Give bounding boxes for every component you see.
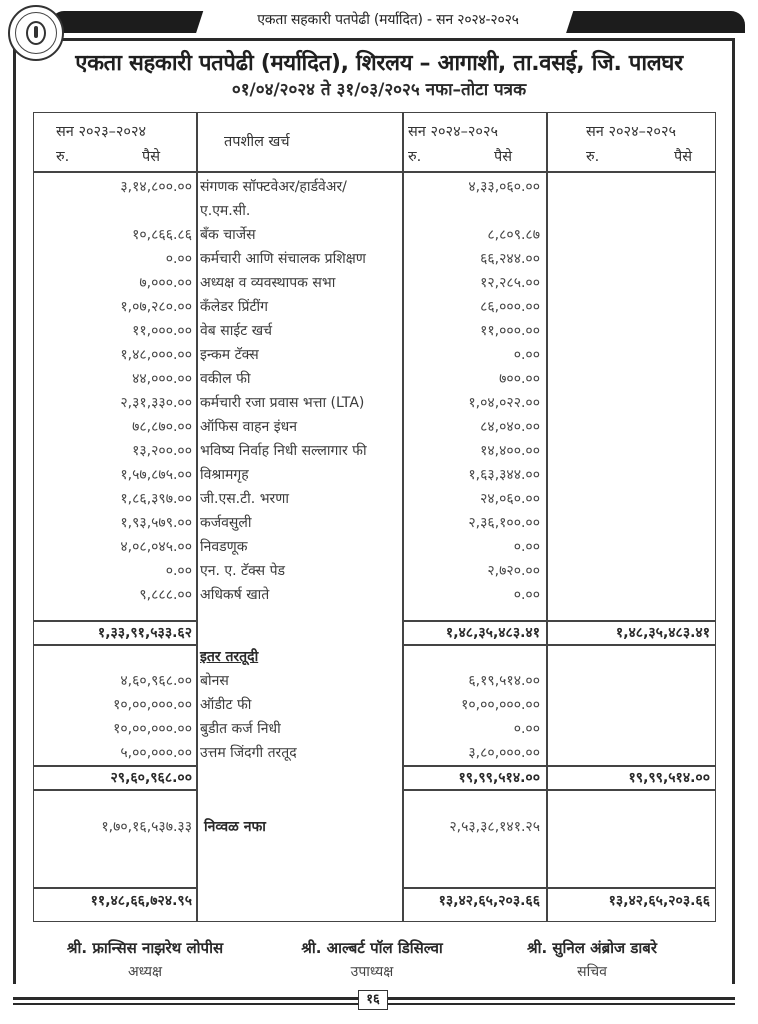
expense-description: विश्रामगृह xyxy=(200,467,249,483)
amount-current-year: १४,४००.०० xyxy=(480,443,540,459)
expense-description: एन. ए. टॅक्स पेड xyxy=(200,563,286,579)
amount-current-year: ६,१९,५१४.०० xyxy=(468,673,540,689)
expense-description: कर्मचारी आणि संचालक प्रशिक्षण xyxy=(200,251,366,267)
signatory-secretary xyxy=(492,938,692,981)
document-subtitle: ०१/०४/२०२४ ते ३१/०३/२०२५ नफा–तोटा पत्रक xyxy=(231,80,527,100)
signatory-role: उपाध्यक्ष xyxy=(350,964,394,980)
amount-current-year: ७००.०० xyxy=(499,371,540,387)
table-row xyxy=(34,559,714,583)
provisions-total-row xyxy=(34,766,714,790)
amount-current-year: १,६३,३४४.०० xyxy=(468,467,540,483)
amount-prev-year: १०,००,०००.०० xyxy=(113,697,192,713)
expense-description: कँलेडर प्रिंटींग xyxy=(200,299,269,315)
amount-prev-year: ३,१४,८००.०० xyxy=(120,179,192,195)
expense-description: उत्तम जिंदगी तरतूद xyxy=(200,745,297,761)
net-profit-cur: २,५३,३८,१४१.२५ xyxy=(449,819,540,835)
header-total-paise: पैसे xyxy=(674,149,693,165)
amount-current-year: २,७२०.०० xyxy=(487,563,540,579)
net-profit-prev: १,७०,१६,५३७.३३ xyxy=(101,819,192,835)
expense-description: बुडीत कर्ज निधी xyxy=(200,721,281,737)
amount-prev-year: ७८,८७०.०० xyxy=(132,419,192,435)
table-row xyxy=(34,247,714,271)
amount-prev-year: ५,००,०००.०० xyxy=(120,745,192,761)
table-row xyxy=(34,463,714,487)
amount-prev-year: ७,०००.०० xyxy=(139,275,192,291)
amount-current-year: ११,०००.०० xyxy=(480,323,540,339)
amount-prev-year: ४,०८,०४५.०० xyxy=(120,539,192,555)
table-row xyxy=(34,583,714,607)
table-row xyxy=(34,741,714,765)
amount-current-year: ४,३३,०६०.०० xyxy=(468,179,540,195)
table-row xyxy=(34,319,714,343)
signatory-role: अध्यक्ष xyxy=(127,964,163,980)
expense-description: अध्यक्ष व व्यवस्थापक सभा xyxy=(200,275,336,291)
expense-description: कर्जवसुली xyxy=(200,515,252,531)
signatory-president xyxy=(40,938,250,981)
table-row xyxy=(34,175,714,199)
expense-description: ऑफिस वाहन इंधन xyxy=(200,419,297,435)
header-divider xyxy=(34,171,715,173)
expense-description: ए.एम.सी. xyxy=(200,203,251,219)
seal-emblem xyxy=(26,21,46,45)
header-total-rupees: रु. xyxy=(586,149,600,165)
grand-total-total: १३,४२,६५,२०३.६६ xyxy=(608,893,710,909)
amount-prev-year: १,८६,३९७.०० xyxy=(120,491,192,507)
table-row xyxy=(34,535,714,559)
page-number: १६ xyxy=(358,990,388,1010)
table-row xyxy=(34,295,714,319)
header-banner-text: एकता सहकारी पतपेढी (मर्यादित) - सन २०२४-२०२५ xyxy=(257,12,519,28)
amount-current-year: १२,२८५.०० xyxy=(480,275,540,291)
header-prev-year: सन २०२३–२०२४ xyxy=(56,124,147,140)
amount-prev-year: १,४८,०००.०० xyxy=(120,347,192,363)
table-row xyxy=(34,487,714,511)
amount-prev-year: ४४,०००.०० xyxy=(132,371,192,387)
expenses-total-total: १,४८,३५,४८३.४१ xyxy=(615,625,710,641)
header-total-year: सन २०२४–२०२५ xyxy=(586,124,677,140)
amount-prev-year: १,०७,२८०.०० xyxy=(120,299,192,315)
expense-description: संगणक सॉफ्टवेअर/हार्डवेअर/ xyxy=(200,179,347,195)
amount-current-year: २,३६,१००.०० xyxy=(468,515,540,531)
table-row xyxy=(34,391,714,415)
table-row xyxy=(34,511,714,535)
provisions-total-cur: १९,९९,५१४.०० xyxy=(458,770,540,786)
expense-description: बँक चार्जेस xyxy=(200,227,256,243)
table-row xyxy=(34,439,714,463)
table-row xyxy=(34,415,714,439)
table-row xyxy=(34,367,714,391)
table-row xyxy=(34,717,714,741)
provisions-heading-row xyxy=(34,645,714,669)
provisions-total-prev: २९,६०,९६८.०० xyxy=(110,770,192,786)
amount-prev-year: १०,००,०००.०० xyxy=(113,721,192,737)
amount-prev-year: ०.०० xyxy=(165,251,192,267)
signatory-role: सचिव xyxy=(577,964,607,980)
amount-prev-year: १,५७,८७५.०० xyxy=(120,467,192,483)
table-row xyxy=(34,343,714,367)
expenses-total-prev: १,३३,९१,५३३.६२ xyxy=(97,625,192,641)
header-cur-rupees: रु. xyxy=(408,149,422,165)
net-profit-label: निव्वळ नफा xyxy=(204,819,266,835)
expense-description: ऑडीट फी xyxy=(200,697,252,713)
amount-current-year: ०.०० xyxy=(513,347,540,363)
table-row xyxy=(34,199,714,223)
amount-prev-year: ४,६०,९६८.०० xyxy=(120,673,192,689)
amount-current-year: २४,०६०.०० xyxy=(480,491,540,507)
amount-current-year: ८४,०४०.०० xyxy=(480,419,540,435)
expense-description: भविष्य निर्वाह निधी सल्लागार फी xyxy=(200,443,367,459)
document-title: एकता सहकारी पतपेढी (मर्यादित), शिरलय – आगाशी, ता.वसई, जि. पालघर xyxy=(75,51,683,76)
header-prev-rupees: रु. xyxy=(56,149,70,165)
provisions-total-total: १९,९९,५१४.०० xyxy=(628,770,710,786)
amount-prev-year: २,३१,३३०.०० xyxy=(120,395,192,411)
grand-total-cur: १३,४२,६५,२०३.६६ xyxy=(438,893,540,909)
amount-prev-year: ११,०००.०० xyxy=(132,323,192,339)
signatory-vice-president xyxy=(272,938,472,981)
expense-description: अधिकर्ष खाते xyxy=(200,587,270,603)
expense-description: निवडणूक xyxy=(200,539,248,555)
table-row xyxy=(34,693,714,717)
amount-current-year: ०.०० xyxy=(513,721,540,737)
amount-current-year: ३,८०,०००.०० xyxy=(468,745,540,761)
grand-total-prev: ११,४८,६६,७२४.९५ xyxy=(90,893,192,909)
amount-current-year: ०.०० xyxy=(513,539,540,555)
grand-total-row xyxy=(34,889,714,913)
society-seal-icon xyxy=(8,5,64,61)
expense-description: इन्कम टॅक्स xyxy=(200,347,259,363)
expenses-total-cur: १,४८,३५,४८३.४१ xyxy=(445,625,540,641)
amount-prev-year: ९,८८८.०० xyxy=(139,587,192,603)
provisions-heading: इतर तरतूदी xyxy=(200,649,259,665)
signatory-name: श्री. आल्बर्ट पॉल डिसिल्वा xyxy=(301,939,443,957)
header-cur-year: सन २०२४–२०२५ xyxy=(408,124,499,140)
table-row xyxy=(34,271,714,295)
amount-prev-year: १३,२००.०० xyxy=(132,443,192,459)
expense-description: वेब साईट खर्च xyxy=(200,323,273,339)
expense-description: कर्मचारी रजा प्रवास भत्ता (LTA) xyxy=(200,395,365,411)
header-cur-paise: पैसे xyxy=(494,149,513,165)
amount-prev-year: १०,८६६.८६ xyxy=(132,227,192,243)
expense-description: जी.एस.टी. भरणा xyxy=(200,491,290,507)
amount-current-year: ६६,२४४.०० xyxy=(480,251,540,267)
expenses-total-row xyxy=(34,621,714,645)
amount-current-year: ०.०० xyxy=(513,587,540,603)
amount-prev-year: १,९३,५७९.०० xyxy=(120,515,192,531)
profit-loss-table xyxy=(33,112,716,922)
amount-prev-year: ०.०० xyxy=(165,563,192,579)
amount-current-year: १,०४,०२२.०० xyxy=(468,395,540,411)
signatory-name: श्री. फ्रान्सिस नाझरेथ लोपीस xyxy=(66,939,224,957)
net-profit-row xyxy=(34,815,714,839)
expense-description: बोनस xyxy=(200,673,229,689)
header-description: तपशील खर्च xyxy=(224,134,290,150)
amount-current-year: ८६,०००.०० xyxy=(480,299,540,315)
signatory-name: श्री. सुनिल अंब्रोज डाबरे xyxy=(526,939,658,957)
table-row xyxy=(34,223,714,247)
table-row xyxy=(34,669,714,693)
header-prev-paise: पैसे xyxy=(142,149,161,165)
expense-description: वकील फी xyxy=(200,371,251,387)
amount-current-year: ८,८०९.८७ xyxy=(487,227,540,243)
amount-current-year: १०,००,०००.०० xyxy=(461,697,540,713)
